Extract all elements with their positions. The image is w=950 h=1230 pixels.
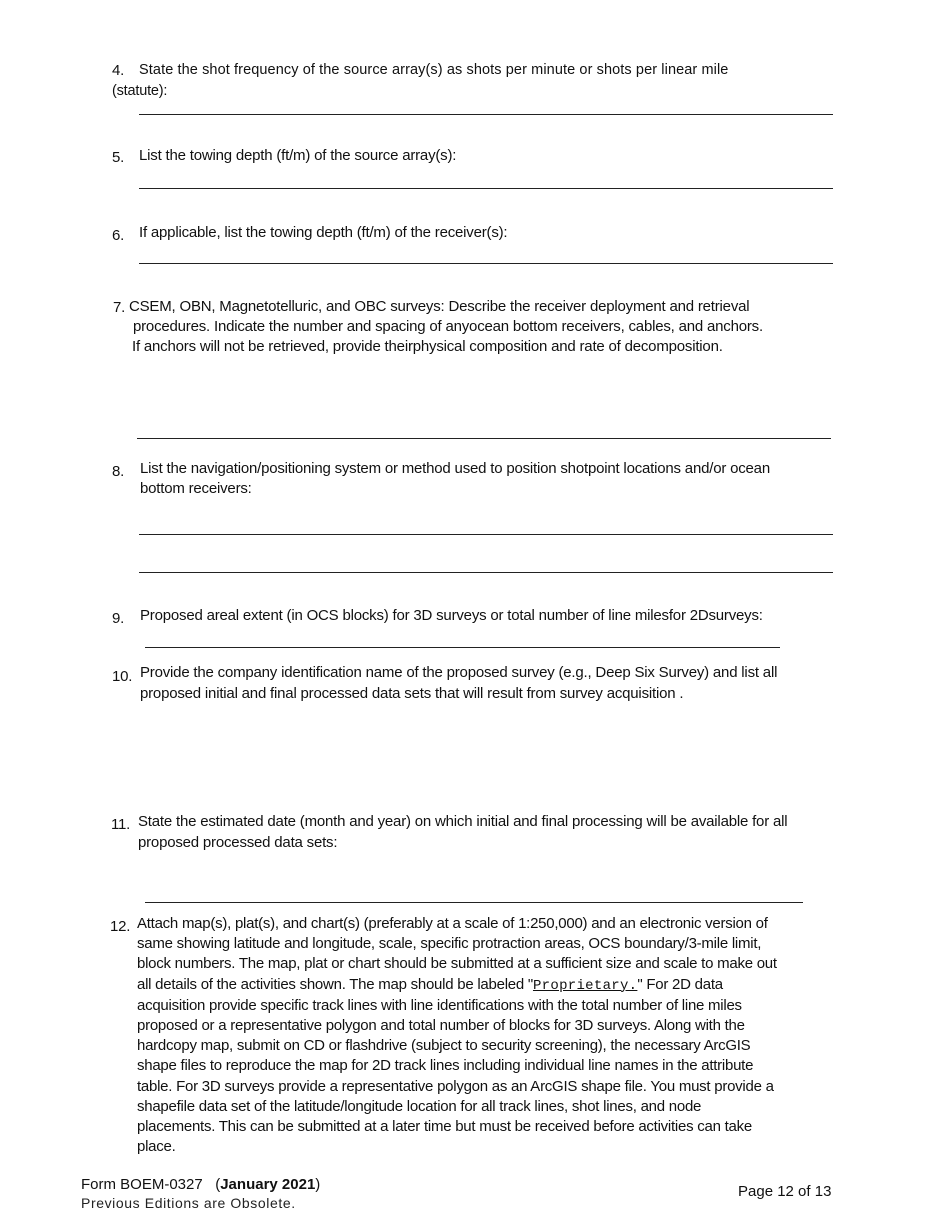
form-date: January 2021 <box>220 1176 316 1193</box>
q8-number: 8. <box>112 463 125 480</box>
q9-text: Proposed areal extent (in OCS blocks) for 3D surveys or total number of line milesfor 2Dsurveys: <box>140 607 763 624</box>
q7-text-line2: procedures. Indicate the number and spacing of anyocean bottom receivers, cables, and anchors. <box>133 318 763 335</box>
q12-line: proposed or a representative polygon and total number of blocks for 3D surveys. Along with the <box>137 1017 745 1035</box>
q12-line: table. For 3D surveys provide a representative polygon as an ArcGIS shape file. You must provide a <box>137 1077 774 1095</box>
q12-number: 12. <box>110 918 131 935</box>
q4-answer-line[interactable] <box>139 114 833 115</box>
proprietary-label: Proprietary. <box>532 977 638 994</box>
q8-text-line1: List the navigation/positioning system or method used to position shotpoint locations and/or ocean <box>140 460 770 477</box>
q9-number: 9. <box>112 610 125 627</box>
q12-line-part: " For 2D data <box>637 975 723 993</box>
form-number: Form BOEM-0327 <box>81 1176 203 1193</box>
q4-text-line2: (statute): <box>112 83 168 99</box>
q5-answer-line[interactable] <box>139 188 833 189</box>
q8-answer-line-2[interactable] <box>139 572 833 573</box>
q5-number: 5. <box>112 149 125 166</box>
q10-text-line2: proposed initial and final processed data sets that will result from survey acquisition . <box>140 685 684 702</box>
q8-answer-line-1[interactable] <box>139 534 833 535</box>
q12-line <box>137 975 837 996</box>
q6-answer-line[interactable] <box>139 263 833 264</box>
q7-text-line1: CSEM, OBN, Magnetotelluric, and OBC surveys: Describe the receiver deployment and retrieval <box>129 298 750 315</box>
q9-answer-line[interactable] <box>145 647 780 648</box>
q11-answer-line[interactable] <box>145 902 803 903</box>
q12-line: placements. This can be submitted at a later time but must be received before activities can take <box>137 1118 752 1136</box>
page-number: Page 12 of 13 <box>738 1183 832 1200</box>
q7-text-line3: If anchors will not be retrieved, provide theirphysical composition and rate of decomposition. <box>132 338 723 355</box>
q12-paragraph <box>137 914 837 1157</box>
q10-text-line1: Provide the company identification name of the proposed survey (e.g., Deep Six Survey) and list all <box>140 664 778 681</box>
q5-text: List the towing depth (ft/m) of the source array(s): <box>139 147 457 164</box>
q4-number: 4. <box>112 62 125 79</box>
q12-line: Attach map(s), plat(s), and chart(s) (preferably at a scale of 1:250,000) and an electronic version of <box>137 915 768 932</box>
footer-obsolete-note: Previous Editions are Obsolete. <box>81 1195 296 1211</box>
q6-text: If applicable, list the towing depth (ft/m) of the receiver(s): <box>139 224 508 241</box>
q12-line: same showing latitude and longitude, scale, specific protraction areas, OCS boundary/3-mile limit, <box>137 935 762 953</box>
q12-line: shape files to reproduce the map for 2D track lines including individual line names in the attribute <box>137 1057 754 1075</box>
q12-line: hardcopy map, submit on CD or flashdrive (subject to security screening), the necessary ArcGIS <box>137 1037 751 1055</box>
q12-line: block numbers. The map, plat or chart should be submitted at a sufficient size and scale to make out <box>137 955 777 973</box>
q11-text-line2: proposed processed data sets: <box>138 834 338 851</box>
form-date-close: ) <box>315 1176 321 1193</box>
q7-answer-line[interactable] <box>137 438 831 439</box>
q12-line-part: all details of the activities shown. The map should be labeled " <box>137 975 533 993</box>
form-date-open: ( <box>215 1176 221 1193</box>
footer-form-id <box>81 1176 320 1193</box>
q12-line: place. <box>137 1138 176 1156</box>
q12-line: acquisition provide specific track lines with line identifications with the total number of line miles <box>137 996 742 1014</box>
q6-number: 6. <box>112 227 125 244</box>
q12-line: shapefile data set of the latitude/longitude location for all track lines, shot lines, and node <box>137 1097 702 1115</box>
q4-text-line1: State the shot frequency of the source array(s) as shots per minute or shots per linear mile <box>139 62 729 78</box>
q7-number: 7. <box>113 299 126 316</box>
q8-text-line2: bottom receivers: <box>140 480 252 497</box>
q10-number: 10. <box>112 668 133 685</box>
q11-text-line1: State the estimated date (month and year) on which initial and final processing will be available for all <box>138 813 788 830</box>
q11-number: 11. <box>111 816 131 833</box>
